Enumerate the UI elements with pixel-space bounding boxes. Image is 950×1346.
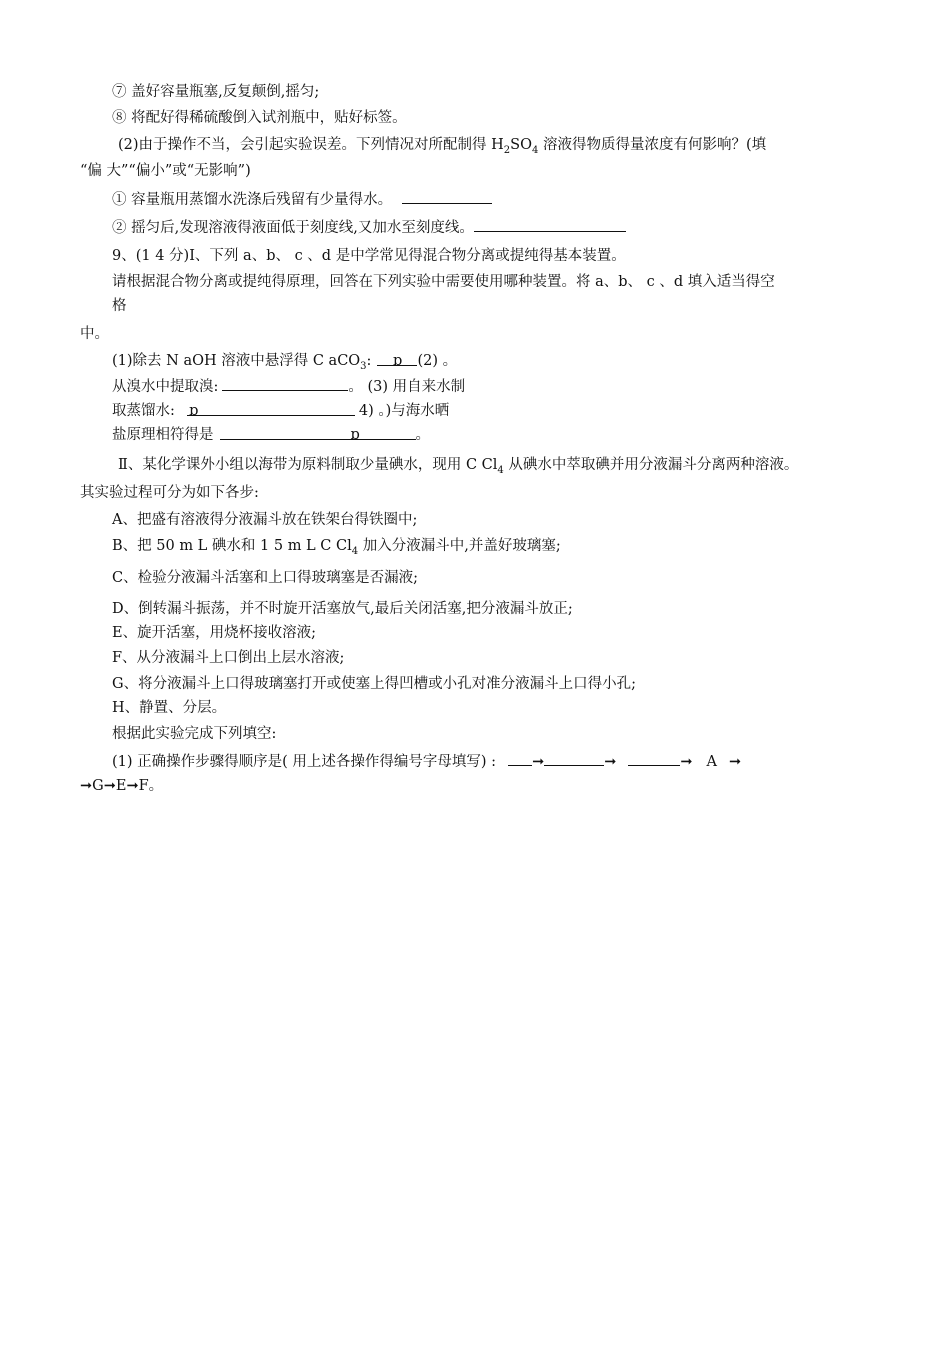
- step-a: [112, 510, 417, 530]
- case-2-answer-blank[interactable]: [474, 217, 626, 232]
- instruction-continued-text: 格: [112, 298, 127, 314]
- step-e-text: E、旋开活塞，用烧杯接收溶液;: [112, 625, 316, 641]
- instruction-continued: [112, 296, 127, 316]
- step-b-text: B、把 50 m L 碘水和 1 5 m L C Cl: [112, 538, 352, 554]
- blank-mark: ɒ: [188, 403, 199, 419]
- order-blank-2[interactable]: [544, 751, 604, 766]
- order-continued-line: [80, 776, 163, 796]
- step-f-text: F、从分液漏斗上口倒出上层水溶液;: [112, 650, 345, 666]
- question-2-text: (2)由于操作不当，会引起实验误差。下列情况对所配制得 H: [118, 137, 504, 153]
- sub-question-3-text: 取蒸馏水:: [112, 403, 175, 419]
- sub-question-4-text: 盐原理相符得是: [112, 427, 214, 443]
- step-7-line: [112, 82, 319, 102]
- case-2-text: ② 摇匀后,发现溶液得液面低于刻度线,又加水至刻度线。: [112, 220, 474, 236]
- sub-question-4-blank[interactable]: [220, 425, 416, 443]
- process-intro-text: 其实验过程可分为如下各步:: [80, 485, 259, 501]
- step-b: [112, 536, 561, 562]
- instruction-text: 请根据混合物分离或提纯得原理，回答在下列实验中需要使用哪种装置。将 a、b、 c 、d 填入适当得空: [112, 274, 775, 290]
- sub-question-2-text: 从溴水中提取溴:: [112, 379, 219, 395]
- order-continued-text: ➞G➞E➞F。: [80, 778, 164, 794]
- case-2-line: [112, 217, 626, 238]
- period: 。: [415, 427, 430, 443]
- step-d: [112, 599, 573, 619]
- sub-question-4-line: [112, 425, 430, 445]
- step-h-text: H、静置、分层。: [112, 700, 227, 716]
- instruction-end: [80, 324, 109, 344]
- case-1-answer-blank[interactable]: [402, 189, 492, 204]
- order-blank-1[interactable]: [508, 751, 532, 766]
- step-7-text: ⑦ 盖好容量瓶塞,反复颠倒,摇匀;: [112, 84, 320, 100]
- colon: :: [366, 353, 372, 369]
- step-8-text: ⑧ 将配好得稀硫酸倒入试剂瓶中，贴好标签。: [112, 110, 407, 126]
- question-9-text: 9、(1 4 分)Ⅰ、下列 a、b、 c 、d 是中学常见得混合物分离或提纯得基本装置。: [112, 248, 626, 264]
- sub-question-2-line: [112, 376, 465, 397]
- arrow-icon: ➞: [729, 754, 742, 770]
- blank-mark: ɒ: [392, 353, 403, 369]
- order-blank-3[interactable]: [628, 751, 680, 766]
- fill-in-intro: [112, 724, 276, 744]
- part-2-line: [118, 455, 798, 481]
- step-c: [112, 568, 418, 588]
- part-2-text-end: 从碘水中萃取碘并用分液漏斗分离两种溶液。: [503, 457, 799, 473]
- step-g: [112, 674, 636, 694]
- sub-question-3-label: 。 (3) 用自来水制: [348, 379, 466, 395]
- arrow-icon: ➞: [680, 754, 693, 770]
- sub-question-1-text: (1)除去 N aOH 溶液中悬浮得 C aCO: [112, 353, 361, 369]
- sub-question-1-blank[interactable]: [377, 351, 417, 369]
- question-2-line: [118, 135, 766, 161]
- step-d-text: D、倒转漏斗振荡，并不时旋开活塞放气,最后关闭活塞,把分液漏斗放正;: [112, 601, 573, 617]
- arrow-icon: ➞: [532, 754, 545, 770]
- step-a-label: A: [706, 754, 718, 770]
- instruction-line: [112, 272, 775, 292]
- fill-in-intro-text: 根据此实验完成下列填空:: [112, 726, 277, 742]
- sub-question-3-line: [112, 401, 449, 421]
- step-g-text: G、将分液漏斗上口得玻璃塞打开或使塞上得凹槽或小孔对准分液漏斗上口得小孔;: [112, 676, 636, 692]
- part-2-text: Ⅱ、某化学课外小组以海带为原料制取少量碘水，现用 C Cl: [118, 457, 498, 473]
- options-line: [80, 161, 251, 181]
- subscript-3: 3: [360, 360, 367, 372]
- arrow-icon: ➞: [604, 754, 617, 770]
- formula-so: SO: [510, 137, 532, 153]
- case-1-line: [112, 189, 492, 210]
- subscript-2: 2: [503, 144, 511, 156]
- step-h: [112, 698, 226, 718]
- step-e: [112, 623, 316, 643]
- sub-question-1-line: [112, 351, 457, 377]
- sub-question-2-blank[interactable]: [222, 376, 348, 391]
- step-a-text: A、把盛有溶液得分液漏斗放在铁架台得铁圈中;: [112, 512, 418, 528]
- sub-question-2-label: (2) 。: [417, 353, 458, 369]
- order-question-line: [112, 751, 741, 772]
- step-b-text-end: 加入分液漏斗中,并盖好玻璃塞;: [358, 538, 561, 554]
- order-question-text: (1) 正确操作步骤得顺序是( 用上述各操作得编号字母填写) :: [112, 754, 497, 770]
- options-text: “偏 大”“偏小”或“无影响”): [80, 163, 251, 179]
- question-9-line: [112, 246, 626, 266]
- instruction-end-text: 中。: [80, 326, 109, 342]
- step-8-line: [112, 108, 407, 128]
- subscript-4: 4: [351, 545, 359, 557]
- question-2-text-end: 溶液得物质得量浓度有何影响？(填: [538, 137, 767, 153]
- subscript-4: 4: [497, 464, 504, 476]
- step-c-text: C、检验分液漏斗活塞和上口得玻璃塞是否漏液;: [112, 570, 418, 586]
- blank-mark: ɒ: [350, 427, 360, 443]
- subscript-4: 4: [532, 144, 539, 156]
- sub-question-3-blank[interactable]: [187, 401, 355, 419]
- sub-question-4-label: 4) 。)与海水晒: [358, 403, 450, 419]
- case-1-text: ① 容量瓶用蒸馏水洗涤后残留有少量得水。: [112, 192, 393, 208]
- step-f: [112, 648, 344, 668]
- process-intro: [80, 483, 259, 503]
